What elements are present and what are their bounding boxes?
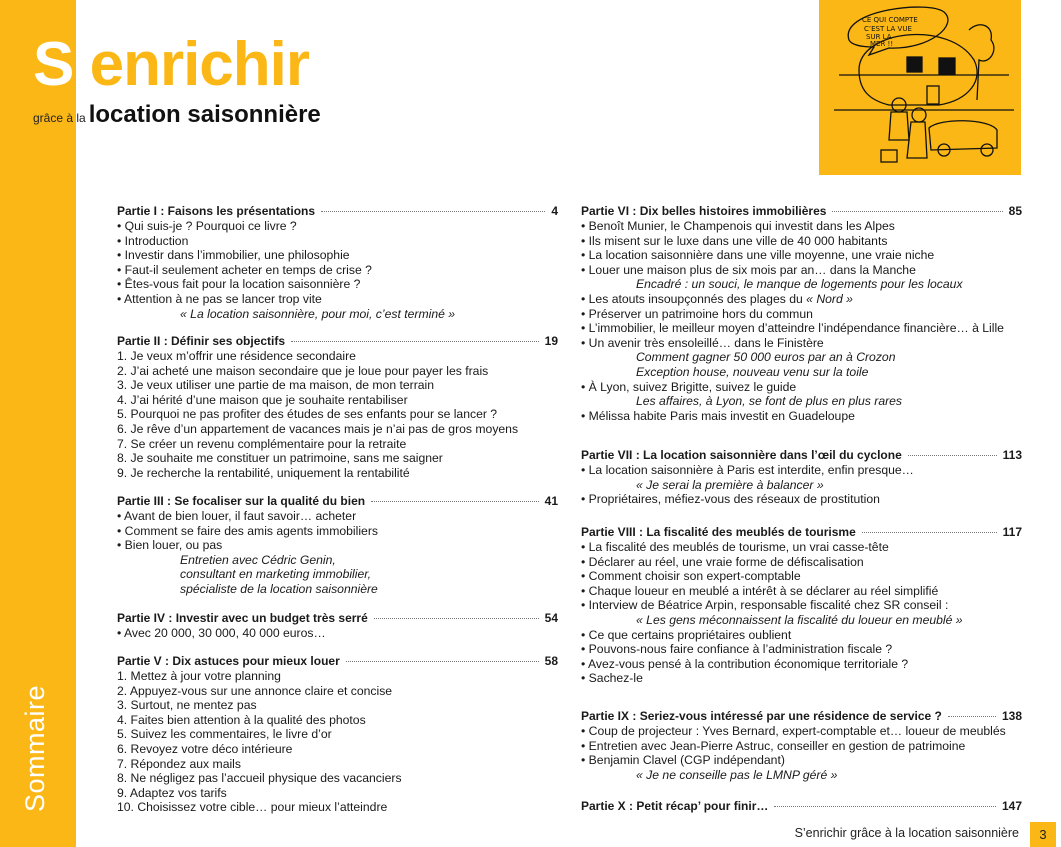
- toc-item[interactable]: [581, 492, 1022, 507]
- section-page: 113: [1002, 448, 1022, 462]
- toc-item[interactable]: [581, 321, 1022, 336]
- toc-item-text: Préserver un patrimoine hors du commun: [588, 306, 813, 321]
- title-part-2: enrichir: [89, 30, 310, 99]
- cartoon-illustration: [819, 0, 1021, 175]
- bullet-icon: •: [581, 738, 589, 753]
- toc-subitem[interactable]: Les affaires, à Lyon, se font de plus en plus rares: [636, 394, 903, 409]
- section-title: Partie V : Dix astuces pour mieux louer: [117, 654, 340, 668]
- toc-item[interactable]: [581, 739, 1022, 754]
- toc-item[interactable]: 5. Pourquoi ne pas profiter des études de ses enfants pour se lancer ?: [117, 407, 498, 422]
- toc-subitem[interactable]: spécialiste de la location saisonnière: [180, 581, 378, 596]
- dot-leader: [371, 501, 539, 502]
- bullet-icon: •: [581, 540, 589, 554]
- toc-section-partie-iv: [117, 611, 558, 641]
- footer-book-title: S’enrichir grâce à la location saisonnière: [794, 826, 1019, 840]
- bullet-icon: •: [581, 233, 589, 248]
- section-title: Partie VIII : La fiscalité des meublés de tourisme: [581, 525, 856, 539]
- toc-item[interactable]: 4. Faites bien attention à la qualité des photos: [117, 712, 366, 727]
- toc-item[interactable]: [581, 555, 1022, 570]
- section-heading[interactable]: [581, 448, 1022, 463]
- bullet-icon: •: [581, 492, 589, 507]
- dot-leader: [321, 211, 545, 212]
- toc-item-text: À Lyon, suivez Brigitte, suivez le guide: [588, 379, 797, 394]
- toc-item[interactable]: [581, 463, 1022, 478]
- subtitle-big: location saisonnière: [88, 101, 321, 128]
- subtitle-small: grâce à la: [33, 111, 86, 125]
- toc-item-text: Benoît Munier, le Champenois qui investit dans les Alpes: [588, 219, 895, 233]
- toc-item[interactable]: 5. Suivez les commentaires, le livre d’or: [117, 727, 332, 742]
- toc-item-text: Sachez-le: [588, 671, 643, 686]
- toc-item[interactable]: [581, 657, 1022, 672]
- toc-section-partie-vii: [581, 448, 1022, 507]
- toc-item[interactable]: [117, 538, 558, 553]
- section-title: Partie IV : Investir avec un budget très serré: [117, 611, 368, 625]
- section-page: 85: [1008, 204, 1022, 218]
- toc-subitem[interactable]: « Les gens méconnaissent la fiscalité du loueur en meublé »: [636, 612, 963, 627]
- toc-item[interactable]: [581, 724, 1022, 739]
- toc-item[interactable]: [581, 598, 1022, 613]
- toc-item[interactable]: [581, 336, 1022, 351]
- bullet-icon: •: [581, 554, 589, 569]
- toc-item[interactable]: 3. Je veux utiliser une partie de ma maison, de mon terrain: [117, 378, 435, 393]
- side-label: Sommaire: [20, 684, 50, 812]
- toc-item-text: Êtes-vous fait pour la location saisonnière ?: [124, 277, 361, 292]
- bullet-icon: •: [117, 626, 124, 640]
- bullet-icon: •: [581, 306, 589, 321]
- book-subtitle: [33, 100, 321, 133]
- toc-item[interactable]: [117, 219, 558, 234]
- toc-subitem[interactable]: Encadré : un souci, le manque de logements pour les locaux: [636, 277, 963, 292]
- dot-leader: [346, 661, 539, 662]
- bullet-icon: •: [581, 463, 589, 477]
- toc-item-text: Avec 20 000, 30 000, 40 000 euros…: [123, 626, 326, 640]
- bullet-icon: •: [117, 248, 125, 263]
- toc-subitem[interactable]: Exception house, nouveau venu sur la toile: [636, 364, 869, 379]
- toc-item[interactable]: 2. J’ai acheté une maison secondaire que je loue pour payer les frais: [117, 363, 489, 378]
- bullet-icon: •: [117, 509, 124, 523]
- toc-item-text: La location saisonnière à Paris est interdite, enfin presque…: [588, 463, 914, 477]
- toc-item[interactable]: [581, 642, 1022, 657]
- toc-item-text: Un avenir très ensoleillé… dans le Finistère: [588, 335, 824, 350]
- section-page: 4: [551, 204, 558, 218]
- toc-item[interactable]: [117, 234, 558, 249]
- toc-section-partie-vi: [581, 204, 1022, 423]
- bullet-icon: •: [581, 583, 589, 598]
- dot-leader: [774, 806, 996, 807]
- toc-item[interactable]: [581, 292, 1022, 307]
- toc-item-emphasis: « Nord »: [806, 291, 853, 306]
- section-heading[interactable]: [117, 494, 558, 509]
- toc-item-text: Ce que certains propriétaires oublient: [588, 627, 792, 642]
- toc-item[interactable]: [581, 584, 1022, 599]
- section-heading[interactable]: [117, 654, 558, 669]
- bullet-icon: •: [581, 642, 589, 657]
- section-title: Partie VII : La location saisonnière dans l’œil du cyclone: [581, 448, 902, 462]
- section-heading[interactable]: [581, 525, 1022, 540]
- bullet-icon: •: [581, 379, 589, 394]
- toc-item[interactable]: [581, 380, 1022, 395]
- toc-item[interactable]: [117, 248, 558, 263]
- toc-subitem[interactable]: « Je ne conseille pas le LMNP géré »: [636, 767, 838, 782]
- bullet-icon: •: [581, 408, 589, 423]
- bullet-icon: •: [117, 233, 125, 248]
- toc-section-partie-i: [117, 204, 558, 321]
- toc-item-text: Avez-vous pensé à la contribution économique territoriale ?: [587, 656, 909, 671]
- toc-item[interactable]: [581, 307, 1022, 322]
- toc-item-text: Introduction: [124, 233, 189, 248]
- toc-item-text: Comment choisir son expert-comptable: [588, 569, 801, 584]
- toc-section-partie-ii: [117, 334, 558, 480]
- toc-item[interactable]: [117, 524, 558, 539]
- bullet-icon: •: [581, 724, 589, 738]
- toc-item-text: Coup de projecteur : Yves Bernard, expert-comptable et… loueur de meublés: [588, 724, 1006, 738]
- toc-item[interactable]: 8. Ne négligez pas l’accueil physique des vacanciers: [117, 771, 402, 786]
- toc-section-partie-v: [117, 654, 558, 815]
- section-page: 147: [1001, 799, 1022, 813]
- section-page: 117: [1002, 525, 1022, 539]
- toc-item[interactable]: 1. Mettez à jour votre planning: [117, 669, 281, 683]
- bullet-icon: •: [581, 598, 589, 613]
- section-page: 138: [1001, 709, 1022, 723]
- toc-subitem[interactable]: consultant en marketing immobilier,: [180, 567, 372, 582]
- bullet-icon: •: [581, 627, 589, 642]
- toc-item-text: Avant de bien louer, il faut savoir… acheter: [123, 509, 357, 523]
- title-part-1: S’: [33, 30, 90, 99]
- toc-item[interactable]: 3. Surtout, ne mentez pas: [117, 698, 257, 713]
- section-page: 58: [544, 654, 558, 668]
- page-number: 3: [1030, 822, 1056, 847]
- toc-section-partie-viii: [581, 525, 1022, 686]
- toc-item-text: Attention à ne pas se lancer trop vite: [123, 291, 322, 306]
- bullet-icon: •: [117, 291, 124, 306]
- section-title: Partie II : Définir ses objectifs: [117, 334, 286, 348]
- section-title: Partie I : Faisons les présentations: [117, 204, 316, 218]
- speech-line: SUR LA: [866, 33, 892, 41]
- toc-item[interactable]: 7. Se créer un revenu complémentaire pour la retraite: [117, 436, 407, 451]
- section-title: Partie X : Petit récap’ pour finir…: [581, 799, 769, 813]
- bullet-icon: •: [581, 671, 589, 686]
- toc-item-text: Investir dans l’immobilier, une philosophie: [124, 248, 350, 263]
- toc-item[interactable]: 10. Choisissez votre cible… pour mieux l’atteindre: [117, 800, 388, 815]
- toc-item-text: Mélissa habite Paris mais investit en Guadeloupe: [588, 408, 855, 423]
- toc-item[interactable]: [581, 569, 1022, 584]
- dot-leader: [948, 716, 996, 717]
- section-title: Partie IX : Seriez-vous intéressé par une résidence de service ?: [581, 709, 942, 723]
- toc-item[interactable]: [117, 263, 558, 278]
- toc-item-text: Faut-il seulement acheter en temps de crise ?: [124, 262, 372, 277]
- section-page: 41: [544, 494, 558, 508]
- toc-item-text: La fiscalité des meublés de tourisme, un vrai casse-tête: [588, 540, 889, 554]
- toc-item-text: La location saisonnière dans une ville moyenne, une vraie niche: [588, 248, 935, 263]
- toc-item[interactable]: [581, 409, 1022, 424]
- bullet-icon: •: [117, 219, 125, 233]
- section-heading[interactable]: [581, 709, 1022, 724]
- section-page: 54: [544, 611, 558, 625]
- toc-item[interactable]: [581, 753, 1022, 768]
- book-title: [33, 30, 309, 100]
- dot-leader: [908, 455, 997, 456]
- toc-item[interactable]: [581, 263, 1022, 278]
- toc-item-text: Chaque loueur en meublé a intérêt à se déclarer au réel simplifié: [588, 583, 939, 598]
- toc-item-text: Qui suis-je ? Pourquoi ce livre ?: [124, 219, 297, 233]
- toc-item[interactable]: 4. J’ai hérité d’une maison que je souhaite rentabiliser: [117, 392, 408, 407]
- toc-item-text: Louer une maison plus de six mois par an… dans la Manche: [588, 262, 916, 277]
- section-title: Partie III : Se focaliser sur la qualité du bien: [117, 494, 366, 508]
- toc-item[interactable]: [581, 671, 1022, 686]
- toc-item-text: Ils misent sur le luxe dans une ville de 40 000 habitants: [588, 233, 888, 248]
- toc-item[interactable]: 6. Revoyez votre déco intérieure: [117, 741, 293, 756]
- toc-item[interactable]: 6. Je rêve d’un appartement de vacances mais je n’ai pas de gros moyens: [117, 421, 519, 436]
- bullet-icon: •: [581, 753, 589, 768]
- bullet-icon: •: [581, 248, 589, 263]
- section-page: 19: [544, 334, 558, 348]
- section-heading[interactable]: [117, 204, 558, 219]
- dot-leader: [832, 211, 1002, 212]
- toc-item[interactable]: 1. Je veux m’offrir une résidence secondaire: [117, 349, 356, 363]
- bullet-icon: •: [581, 262, 589, 277]
- toc-subitem[interactable]: Entretien avec Cédric Genin,: [180, 552, 336, 567]
- toc-item[interactable]: 8. Je souhaite me constituer un patrimoine, sans me saigner: [117, 451, 443, 466]
- toc-section-partie-x: [581, 799, 1022, 814]
- dot-leader: [291, 341, 539, 342]
- toc-item[interactable]: [581, 248, 1022, 263]
- section-title: Partie VI : Dix belles histoires immobilières: [581, 204, 827, 218]
- toc-item[interactable]: [117, 626, 558, 641]
- toc-item[interactable]: [117, 509, 558, 524]
- bullet-icon: •: [117, 277, 125, 292]
- section-heading[interactable]: [117, 334, 558, 349]
- toc-item-text: Propriétaires, méfiez-vous des réseaux de prostitution: [588, 492, 880, 507]
- bullet-icon: •: [581, 335, 589, 350]
- bullet-icon: •: [581, 321, 589, 336]
- toc-subitem[interactable]: « Je serai la première à balancer »: [636, 477, 824, 492]
- speech-line: MER !!: [870, 40, 894, 48]
- toc-item-text: Interview de Béatrice Arpin, responsable fiscalité chez SR conseil :: [588, 598, 949, 613]
- bullet-icon: •: [117, 262, 125, 277]
- toc-item-text: L’immobilier, le meilleur moyen d’atteindre l’indépendance financière… à Lille: [588, 321, 1004, 336]
- bullet-icon: •: [581, 219, 589, 233]
- toc-item-text: Bien louer, ou pas: [124, 538, 223, 553]
- toc-subitem[interactable]: « La location saisonnière, pour moi, c’est terminé »: [180, 306, 456, 321]
- bullet-icon: •: [117, 523, 125, 538]
- toc-item[interactable]: 9. Adaptez vos tarifs: [117, 785, 227, 800]
- speech-line: C’EST LA VUE: [864, 25, 912, 33]
- toc-item[interactable]: 9. Je recherche la rentabilité, uniquement la rentabilité: [117, 465, 410, 480]
- toc-item[interactable]: [117, 277, 558, 292]
- toc-section-partie-ix: [581, 709, 1022, 782]
- toc-item[interactable]: 7. Répondez aux mails: [117, 756, 241, 771]
- toc-item[interactable]: 2. Appuyez-vous sur une annonce claire et concise: [117, 683, 393, 698]
- bullet-icon: •: [581, 569, 589, 584]
- toc-item[interactable]: [581, 234, 1022, 249]
- toc-item-text: Entretien avec Jean-Pierre Astruc, conseiller en gestion de patrimoine: [588, 738, 966, 753]
- toc-item[interactable]: [117, 292, 558, 307]
- toc-item-text: Comment se faire des amis agents immobiliers: [124, 523, 378, 538]
- toc-subitem[interactable]: Comment gagner 50 000 euros par an à Crozon: [636, 350, 896, 365]
- dot-leader: [862, 532, 997, 533]
- toc-item-text: Pouvons-nous faire confiance à l’administration fiscale ?: [588, 642, 893, 657]
- toc-item[interactable]: [581, 219, 1022, 234]
- section-heading[interactable]: [581, 204, 1022, 219]
- bullet-icon: •: [117, 538, 125, 553]
- toc-item[interactable]: [581, 540, 1022, 555]
- toc-item[interactable]: [581, 628, 1022, 643]
- section-heading[interactable]: [117, 611, 558, 626]
- section-heading[interactable]: [581, 799, 1022, 814]
- bullet-icon: •: [581, 291, 589, 306]
- toc-item-text: Les atouts insoupçonnés des plages du: [588, 291, 807, 306]
- speech-line: CE QUI COMPTE: [862, 16, 918, 24]
- toc-item-text: Déclarer au réel, une vraie forme de défiscalisation: [588, 554, 864, 569]
- toc-item-text: Benjamin Clavel (CGP indépendant): [588, 753, 785, 768]
- dot-leader: [374, 618, 539, 619]
- bullet-icon: •: [581, 656, 588, 671]
- toc-section-partie-iii: [117, 494, 558, 597]
